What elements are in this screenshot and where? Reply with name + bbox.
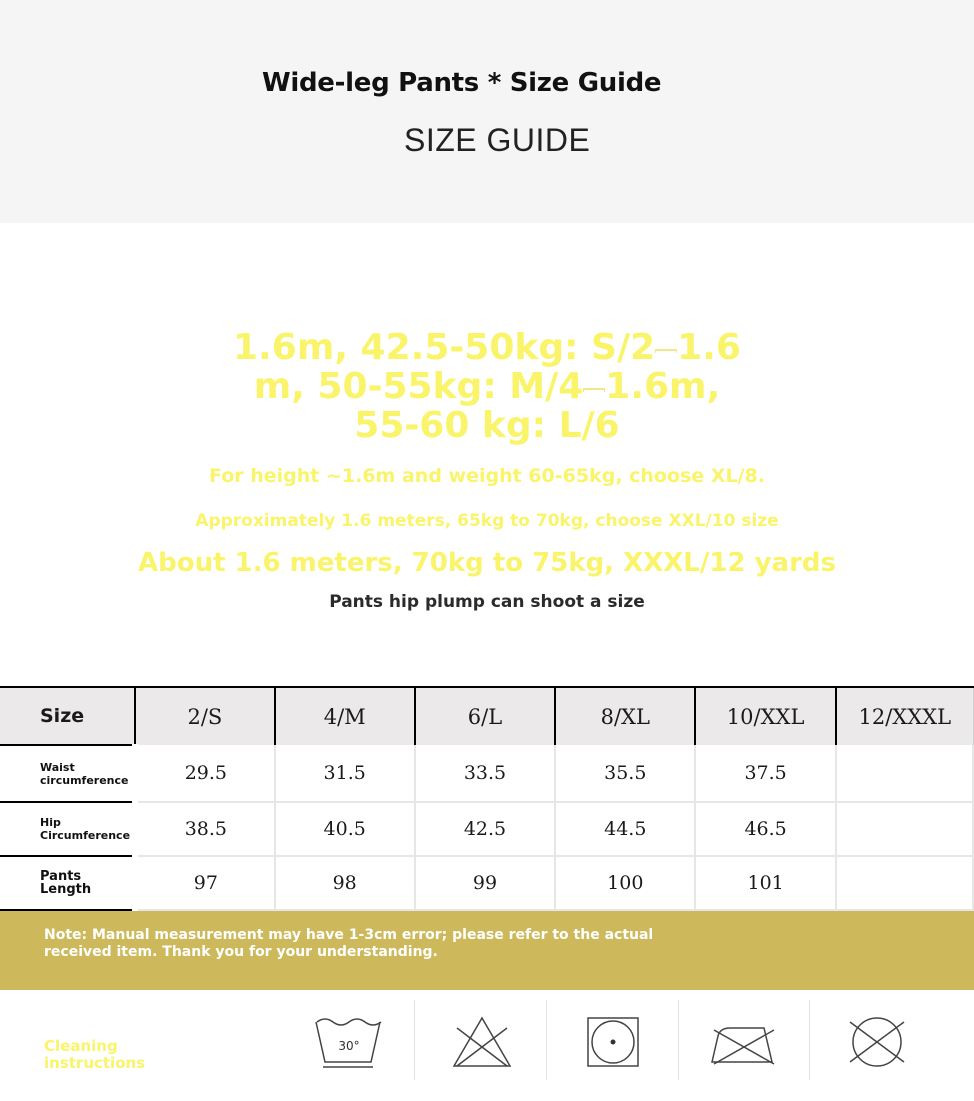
no-iron-icon xyxy=(708,1014,778,1070)
table-cell: 40.5 xyxy=(275,802,415,856)
table-cell: 99 xyxy=(415,856,556,910)
divider xyxy=(809,1000,810,1080)
recommendation-xxxl: About 1.6 meters, 70kg to 75kg, XXXL/12 yards xyxy=(137,548,837,578)
separator-box-icon xyxy=(655,349,677,353)
table-cell xyxy=(836,856,973,910)
recommendation-l: 1.6m, 55-60 kg: L/6 xyxy=(354,366,721,446)
table-cell: 37.5 xyxy=(695,745,836,802)
table-cell: 101 xyxy=(695,856,836,910)
size-header-cell: 4/M xyxy=(275,687,415,745)
divider xyxy=(546,1000,547,1080)
measurement-note-bar xyxy=(0,911,974,990)
recommendation-m: 1.6 m, 50-55kg: M/4 xyxy=(253,327,741,407)
size-header-cell: 12/XXXL xyxy=(836,687,973,745)
no-dry-clean-icon xyxy=(842,1014,912,1070)
size-table xyxy=(0,686,974,911)
table-cell xyxy=(836,802,973,856)
table-cell: 35.5 xyxy=(555,745,695,802)
table-cell: 31.5 xyxy=(275,745,415,802)
size-header-row xyxy=(0,687,973,745)
header xyxy=(0,0,974,223)
wash-temperature: 30° xyxy=(338,1039,360,1053)
table-cell xyxy=(836,745,973,802)
table-row xyxy=(0,802,973,856)
care-label: Cleaning instructions xyxy=(44,1037,146,1072)
table-cell: 97 xyxy=(135,856,275,910)
wash-30-icon xyxy=(313,1014,383,1070)
divider xyxy=(414,1000,415,1080)
table-cell: 44.5 xyxy=(555,802,695,856)
tumble-dry-icon xyxy=(578,1014,648,1070)
separator-box-icon xyxy=(583,388,605,392)
size-recommendation-main xyxy=(220,328,754,445)
recommendation-s: 1.6m, 42.5-50kg: S/2 xyxy=(233,327,656,368)
table-cell: 42.5 xyxy=(415,802,556,856)
no-bleach-icon xyxy=(447,1014,517,1070)
table-cell: 33.5 xyxy=(415,745,556,802)
size-header-cell: 2/S xyxy=(135,687,275,745)
divider xyxy=(678,1000,679,1080)
table-cell: 98 xyxy=(275,856,415,910)
recommendation-xxl: Approximately 1.6 meters, 65kg to 70kg, choose XXL/10 size xyxy=(195,511,779,531)
table-cell: 46.5 xyxy=(695,802,836,856)
fit-note: Pants hip plump can shoot a size xyxy=(329,592,645,612)
size-header-cell: 10/XXL xyxy=(695,687,836,745)
table-cell: 29.5 xyxy=(135,745,275,802)
care-section xyxy=(0,990,974,1101)
size-header-cell: 6/L xyxy=(415,687,556,745)
measurement-note-text: Note: Manual measurement may have 1-3cm error; please refer to the actual received item. Thank you for your understanding. xyxy=(44,927,654,960)
size-header-label: Size xyxy=(0,687,135,745)
table-row xyxy=(0,745,973,802)
recommendation-xl: For height ~1.6m and weight 60-65kg, choose XL/8. xyxy=(208,465,765,487)
page-title: Wide-leg Pants * Size Guide xyxy=(262,68,662,98)
row-label-waist: Waist circumference xyxy=(0,745,135,802)
row-label-length: Pants Length xyxy=(0,856,135,910)
row-label-hip: Hip Circumference xyxy=(0,802,135,856)
size-header-cell: 8/XL xyxy=(555,687,695,745)
table-row xyxy=(0,856,973,910)
table-cell: 38.5 xyxy=(135,802,275,856)
page-subtitle: SIZE GUIDE xyxy=(404,122,591,158)
table-cell: 100 xyxy=(555,856,695,910)
